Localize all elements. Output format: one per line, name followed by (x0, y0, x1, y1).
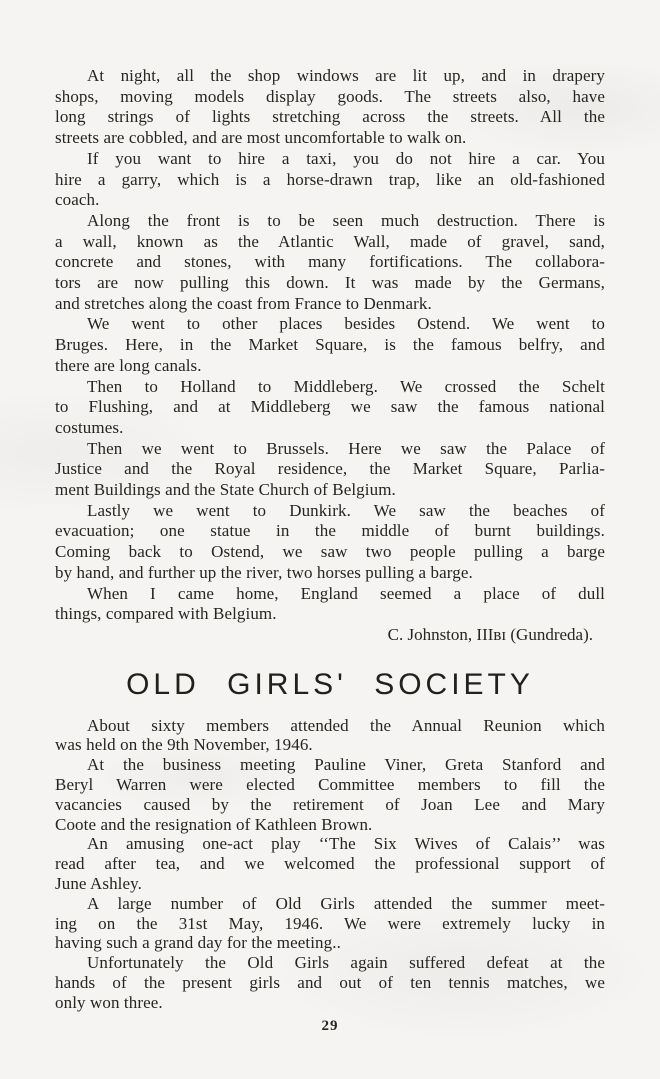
paragraph (55, 716, 605, 756)
text-line: long strings of lights stretching across the streets. All the (55, 107, 605, 127)
text-line: a wall, known as the Atlantic Wall, made of gravel, sand, (55, 231, 605, 251)
text-line: Beryl Warren were elected Committee members to fill the (55, 775, 605, 795)
text-line: concrete and stones, with many fortifications. The collabora- (55, 252, 605, 272)
paragraph (55, 377, 605, 439)
text-line: ment Buildings and the State Church of Belgium. (55, 480, 396, 500)
paragraph (55, 314, 605, 376)
text-line: evacuation; one statue in the middle of burnt buildings. (55, 521, 605, 541)
text-line: If you want to hire a taxi, you do not hire a car. You (87, 148, 605, 168)
paragraph (55, 211, 605, 315)
text-line: to Flushing, and at Middleberg we saw the famous national (55, 397, 605, 417)
text-line: A large number of Old Girls attended the summer meet- (87, 893, 605, 913)
text-line: ing on the 31st May, 1946. We were extremely lucky in (55, 913, 605, 933)
text-line: shops, moving models display goods. The streets also, have (55, 86, 605, 106)
text-line: and stretches along the coast from France to Denmark. (55, 293, 432, 313)
text-line: When I came home, England seemed a place of dull (87, 583, 605, 603)
text-line: Along the front is to be seen much destruction. There is (87, 210, 605, 230)
page-number: 29 (321, 1017, 339, 1034)
article-continuation-body (55, 66, 605, 625)
text-line: At the business meeting Pauline Viner, Greta Stanford and (87, 755, 605, 775)
text-line: Unfortunately the Old Girls again suffered defeat at the (87, 953, 605, 973)
text-line: things, compared with Belgium. (55, 604, 277, 624)
text-line: Coote and the resignation of Kathleen Brown. (55, 814, 373, 834)
text-line: coach. (55, 190, 100, 210)
text-line: only won three. (55, 992, 163, 1012)
text-line: Then we went to Brussels. Here we saw the Palace of (87, 438, 605, 458)
paragraph (55, 149, 605, 211)
text-line: having such a grand day for the meeting.. (55, 933, 341, 953)
text-line: Bruges. Here, in the Market Square, is the famous belfry, and (55, 335, 605, 355)
text-line: Justice and the Royal residence, the Market Square, Parlia- (55, 459, 605, 479)
text-line: read after tea, and we welcomed the professional support of (55, 854, 605, 874)
text-line: Lastly we went to Dunkirk. We saw the beaches of (87, 500, 605, 520)
paragraph (55, 584, 605, 625)
text-line: June Ashley. (55, 874, 142, 894)
text-line: costumes. (55, 417, 124, 437)
text-line: hire a garry, which is a horse-drawn trap, like an old-fashioned (55, 169, 605, 189)
text-line: An amusing one-act play ‘‘The Six Wives of Calais’’ was (87, 834, 605, 854)
text-line: was held on the 9th November, 1946. (55, 735, 313, 755)
text-line: by hand, and further up the river, two horses pulling a barge. (55, 562, 473, 582)
paragraph (55, 501, 605, 584)
paragraph (55, 834, 605, 893)
text-line: About sixty members attended the Annual Reunion which (87, 715, 605, 735)
paragraph (55, 755, 605, 834)
paragraph (55, 953, 605, 1012)
paragraph (55, 894, 605, 953)
text-line: Then to Holland to Middleberg. We crossed the Schelt (87, 376, 605, 396)
text-line: there are long canals. (55, 355, 202, 375)
text-line: vacancies caused by the retirement of Joan Lee and Mary (55, 794, 605, 814)
text-line: streets are cobbled, and are most uncomfortable to walk on. (55, 128, 467, 148)
section-title: OLD GIRLS' SOCIETY (126, 667, 534, 701)
paragraph (55, 439, 605, 501)
text-line: We went to other places besides Ostend. We went to (87, 314, 605, 334)
text-line: At night, all the shop windows are lit up, and in drapery (87, 66, 605, 85)
paragraph (55, 66, 605, 149)
text-line: tors are now pulling this down. It was made by the Germans, (55, 273, 605, 293)
text-line: hands of the present girls and out of ten tennis matches, we (55, 973, 605, 993)
society-section-body (55, 716, 605, 1013)
text-line: Coming back to Ostend, we saw two people pulling a barge (55, 542, 605, 562)
article-signature: C. Johnston, IIIʙɪ (Gundreda). (387, 624, 593, 644)
